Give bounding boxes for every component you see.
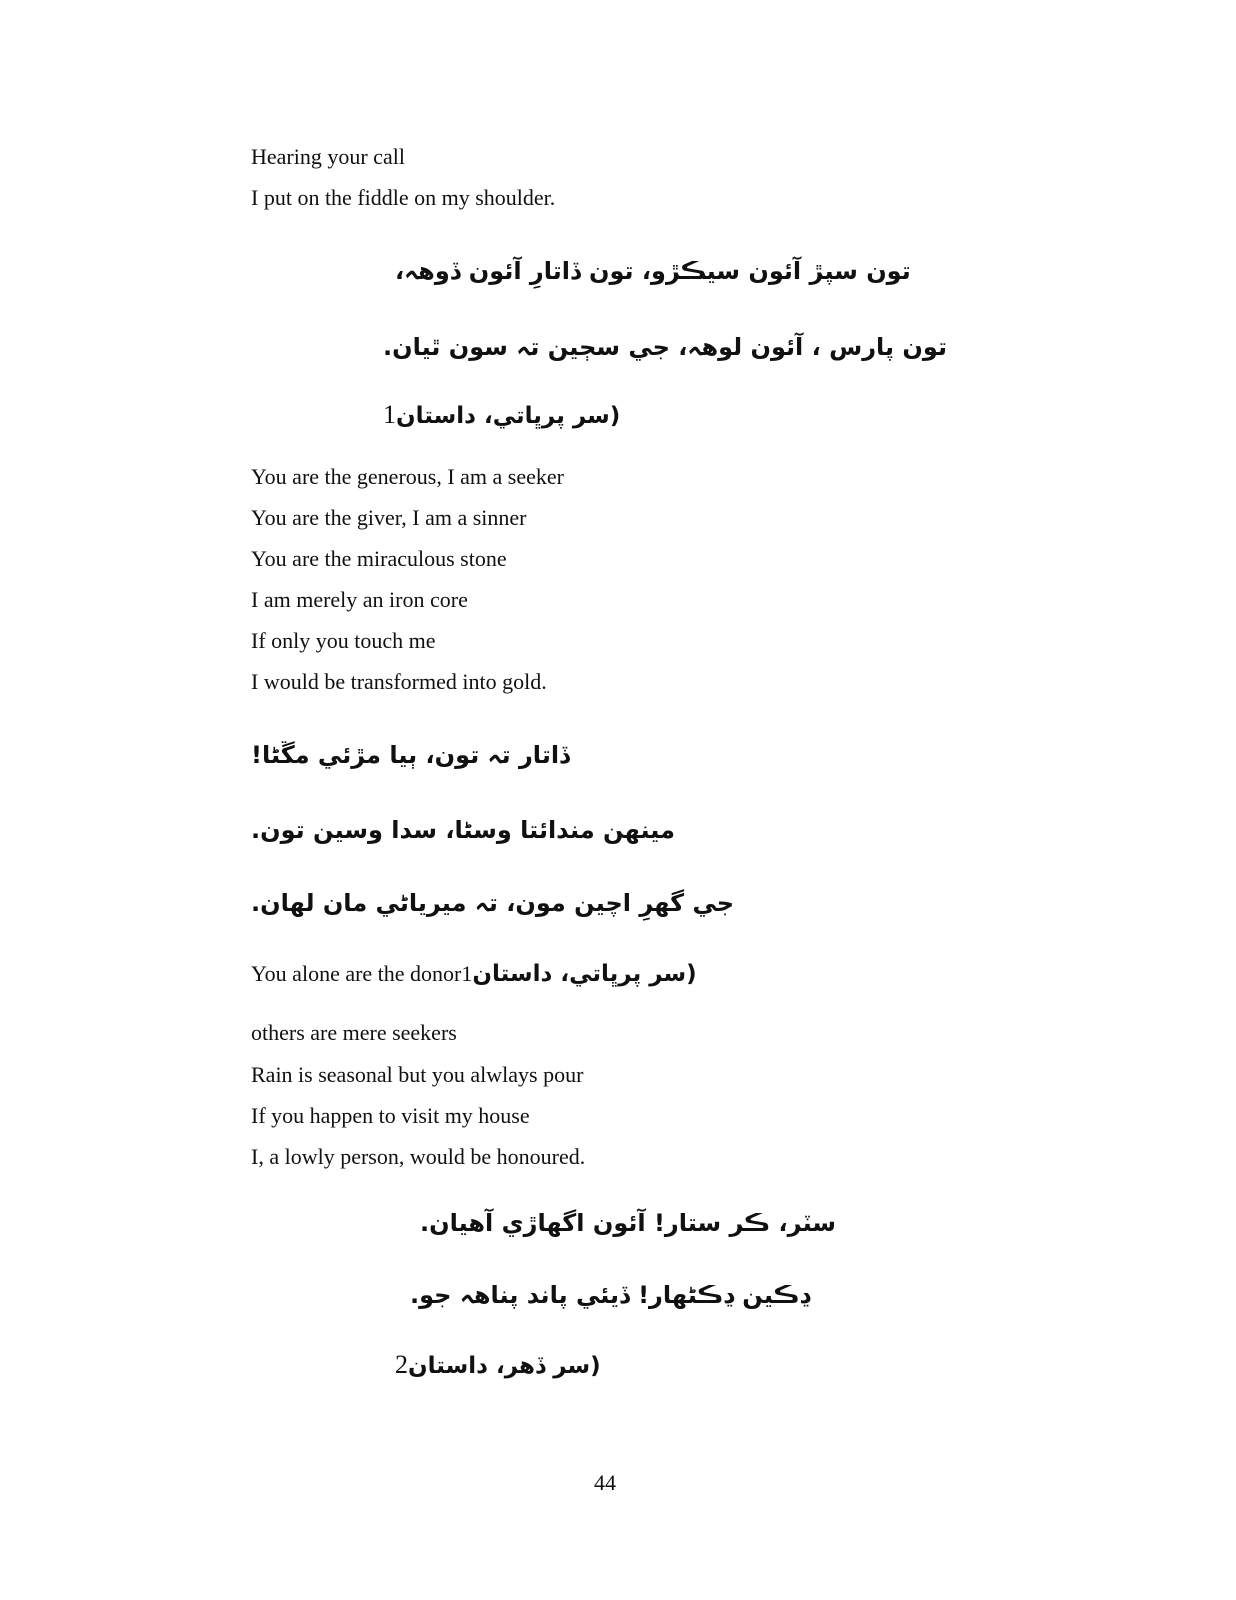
sindhi-verse-line: مينهن مندائتا وسڻا، سدا وسين تون. — [251, 816, 675, 844]
sindhi-verse-line: تون پارس ، آئون لوهہ، جي سڄين تہ سون ٿيان. — [383, 333, 947, 361]
poem-line: I put on the fiddle on my shoulder. — [251, 185, 556, 210]
poem-line: You are the giver, I am a sinner — [251, 505, 527, 530]
poem-line: You are the generous, I am a seeker — [251, 464, 564, 489]
sindhi-verse-line: تون سپڙ آئون سيڪڙو، تون ڏاتارِ آئون ڏوهہ، — [395, 257, 911, 285]
poem-line: If only you touch me — [251, 628, 436, 653]
verse-source-number: 1 — [461, 961, 473, 986]
verse-source-number: 2 — [395, 1350, 408, 1379]
poem-line-mixed — [251, 960, 697, 988]
poem-line: If you happen to visit my house — [251, 1103, 530, 1128]
poem-line: others are mere seekers — [251, 1020, 457, 1045]
poem-line-english: You alone are the donor — [251, 961, 462, 986]
sindhi-verse-line: سٽر، ڪر ستار! آئون اگهاڙي آهيان. — [420, 1209, 836, 1237]
verse-source — [395, 1350, 601, 1381]
verse-source-text: (سر ڏهر، داستان — [408, 1353, 601, 1379]
poem-line: I am merely an iron core — [251, 587, 468, 612]
sindhi-verse-line: جي گهرِ اچين مون، تہ ميرياڻي مان لهان. — [251, 889, 735, 917]
verse-source-number: 1 — [383, 400, 396, 429]
poem-line: Rain is seasonal but you alwlays pour — [251, 1062, 584, 1087]
sindhi-verse-line: ڏاتار تہ تون، ٻيا مڙئي مڱڻا! — [251, 741, 570, 769]
verse-source-text: (سر پرڀاتي، داستان — [472, 961, 697, 987]
verse-source-text: (سر پرڀاتي، داستان — [396, 403, 621, 429]
page-number: 44 — [594, 1470, 616, 1495]
poem-line: I, a lowly person, would be honoured. — [251, 1144, 586, 1169]
poem-line: Hearing your call — [251, 144, 405, 169]
verse-source — [383, 400, 620, 431]
sindhi-verse-line: ڍڪين ڍڪڻهار! ڏيئي پاند پناهہ جو. — [410, 1281, 811, 1309]
poem-line: You are the miraculous stone — [251, 546, 507, 571]
poem-line: I would be transformed into gold. — [251, 669, 547, 694]
